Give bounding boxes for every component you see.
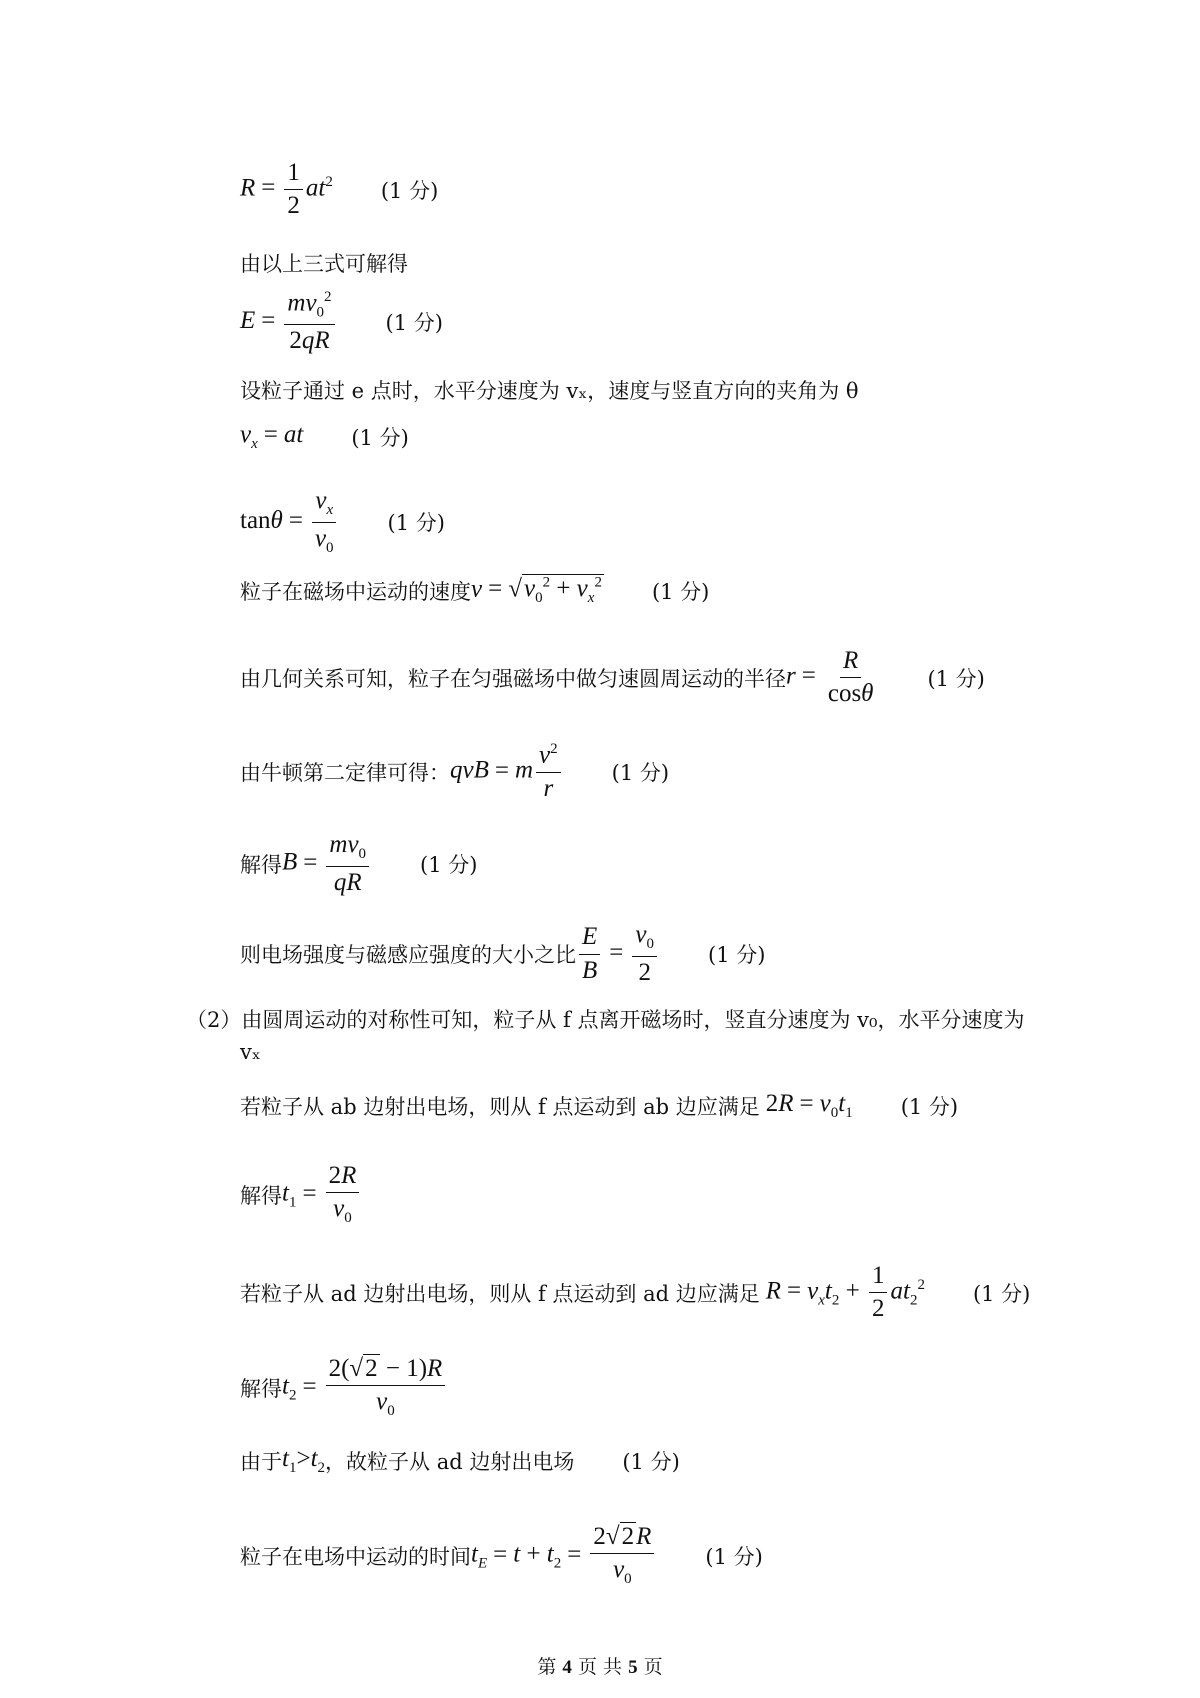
solve-t2-text: 解得 [240, 1377, 282, 1401]
score-label: (1 分) [927, 666, 985, 691]
compare-prefix: 由于 [240, 1450, 282, 1474]
text-line-4 [240, 375, 859, 405]
score-label: (1 分) [705, 1545, 763, 1569]
formula-line-16 [240, 1356, 448, 1420]
geometry-text: 由几何关系可知，粒子在匀强磁场中做匀速圆周运动的半径 [240, 666, 786, 691]
page-footer [0, 1652, 1200, 1679]
formula-line-5 [240, 421, 409, 453]
formula-line-11 [240, 922, 765, 986]
formula-t1: $t_1$ = $\frac{2R}{v_0}$ [282, 1163, 362, 1227]
part-2-text: 由圆周运动的对称性可知，粒子从 f 点离开磁场时，竖直分速度为 v₀，水平分速度为 [241, 1008, 1025, 1032]
score-label: (1 分) [387, 511, 445, 536]
formula-speed: $v = √v_0^2 + v_x^2$ [471, 575, 602, 607]
footer-mid: 页 共 [577, 1656, 623, 1678]
solve-b-text: 解得 [240, 853, 282, 877]
solve-t1-text: 解得 [240, 1184, 282, 1208]
formula-line-10 [240, 832, 477, 896]
formula-e: E = $\frac{mv_0^2}{2qR}$ [240, 290, 338, 354]
score-label: (1 分) [611, 760, 670, 785]
speed-text: 粒子在磁场中运动的速度 [240, 580, 471, 605]
page-number: 4 [562, 1657, 572, 1678]
formula-ad: $R = v_xt_2$ + $\frac{1}{2}$ $at_2^2$ [765, 1262, 925, 1323]
formula-newton: qvB = m $\frac{v^2}{r}$ [450, 742, 564, 802]
formula-tan-theta: tanθ = $\frac{v_x}{v_0}$ [240, 488, 340, 557]
time-text: 粒子在电场中运动的时间 [240, 1545, 471, 1569]
part-2-cont: vₓ [240, 1040, 261, 1064]
formula-compare: $t_1>t_2$ [282, 1445, 326, 1476]
formula-vx: $v_x$ = at [240, 421, 304, 452]
formula-ab: $2R = v_0t_1$ [765, 1090, 853, 1121]
formula-line-1 [240, 160, 438, 220]
formula-radius: r = $\frac{R}{\cos\theta}$ [786, 647, 874, 708]
total-pages: 5 [628, 1657, 638, 1678]
formula-line-3 [240, 290, 443, 354]
formula-line-6 [240, 488, 445, 557]
ad-edge-text: 若粒子从 ad 边射出电场，则从 f 点运动到 ad 边应满足 [240, 1281, 760, 1306]
score-label: (1 分) [420, 853, 478, 877]
score-label: (1 分) [651, 580, 710, 605]
formula-line-18 [240, 1524, 763, 1588]
formula-line-13 [240, 1090, 958, 1122]
compare-suffix: ，故粒子从 ad 边射出电场 [325, 1450, 575, 1474]
score-label: (1 分) [708, 943, 766, 967]
score-label: (1 分) [380, 178, 439, 203]
footer-suffix: 页 [643, 1656, 663, 1678]
score-label: (1 分) [900, 1095, 959, 1119]
formula-line-8 [240, 648, 985, 708]
formula-line-15 [240, 1263, 1030, 1323]
ratio-text: 则电场强度与磁感应强度的大小之比 [240, 943, 576, 967]
footer-prefix: 第 [537, 1656, 557, 1678]
formula-line-9 [240, 742, 669, 802]
velocity-setup-text: 设粒子通过 e 点时，水平分速度为 vₓ，速度与竖直方向的夹角为 θ [240, 379, 859, 403]
score-label: (1 分) [351, 426, 409, 450]
newton-text: 由牛顿第二定律可得： [240, 760, 450, 785]
formula-ratio: $\frac{E}{B}$ = $\frac{v_0}{2}$ [576, 922, 660, 986]
formula-line-17 [240, 1445, 680, 1477]
formula-line-14 [240, 1163, 362, 1227]
formula-line-7 [240, 575, 709, 607]
formula-t2: $t_2$ = $\frac{2(√2 - 1)R}{v_0}$ [282, 1356, 448, 1420]
formula-r-half-at2: R = $\frac{1}{2}$ $at^2$ [240, 159, 333, 220]
text-line-2 [240, 248, 408, 278]
part-2-label: （2） [186, 1008, 242, 1032]
part-2-continuation [240, 1040, 261, 1064]
score-label: (1 分) [972, 1281, 1031, 1306]
ab-edge-text: 若粒子从 ab 边射出电场，则从 f 点运动到 ab 边应满足 [240, 1095, 760, 1119]
score-label: (1 分) [622, 1450, 680, 1474]
formula-b: B = $\frac{mv_0}{qR}$ [282, 832, 372, 896]
formula-te: $t_E = t + t_2$ = $\frac{2√2R}{v_0}$ [471, 1524, 657, 1588]
score-label: (1 分) [385, 311, 443, 336]
solve-text: 由以上三式可解得 [240, 252, 408, 276]
part-2-line [186, 1004, 1024, 1034]
